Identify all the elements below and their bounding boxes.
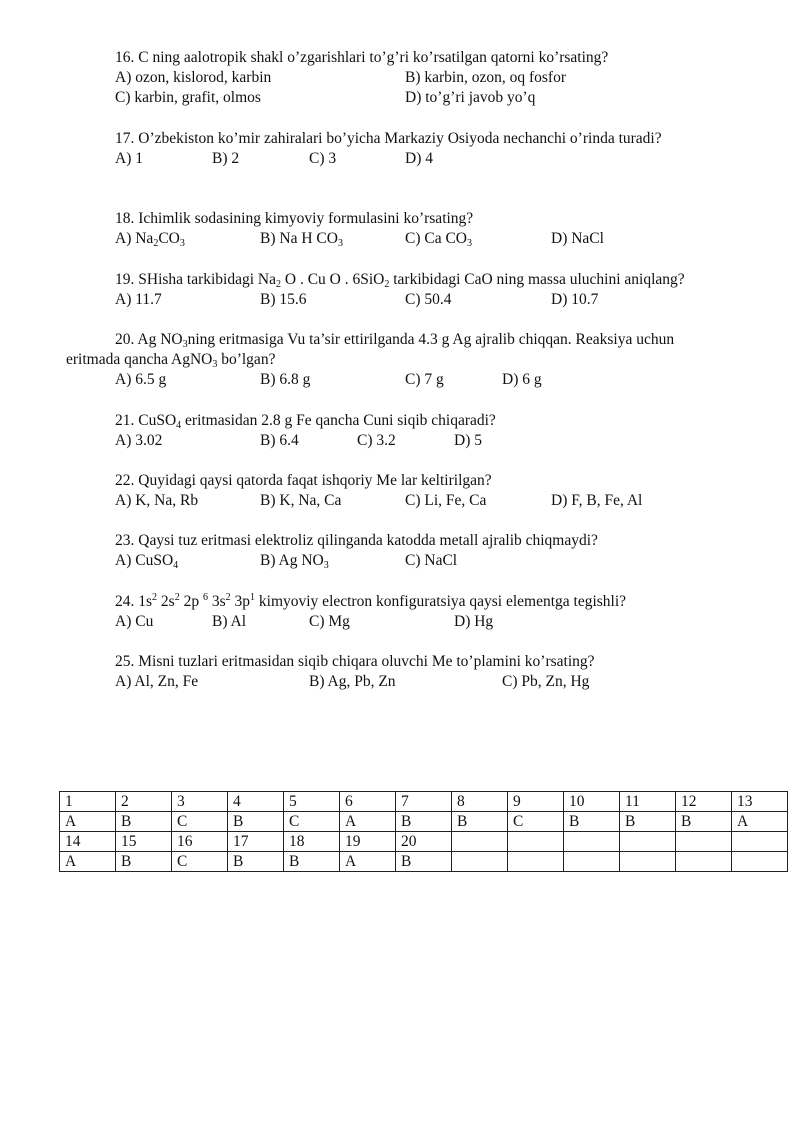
table-cell: B bbox=[396, 852, 452, 872]
q22-option-a: A) K, Na, Rb bbox=[115, 492, 199, 509]
table-cell: B bbox=[620, 812, 676, 832]
table-cell: B bbox=[116, 812, 172, 832]
table-row bbox=[60, 852, 788, 872]
q16-option-d: D) to’g’ri javob yo’q bbox=[405, 89, 536, 106]
q20-option-b: B) 6.8 g bbox=[260, 371, 311, 388]
q25-option-a: A) Al, Zn, Fe bbox=[115, 673, 199, 690]
table-cell bbox=[676, 852, 732, 872]
q20-option-d: D) 6 g bbox=[502, 371, 542, 388]
table-cell: 17 bbox=[228, 832, 284, 852]
table-cell: 10 bbox=[564, 792, 620, 812]
q22-option-c: C) Li, Fe, Ca bbox=[405, 492, 487, 509]
q23-option-c: C) NaCl bbox=[405, 552, 458, 569]
question-24: 24. $1s^2$ $2s^2$ 2p $^6$ $3s^2$ $3p^1$ kimyoviy electron konfiguratsiya qaysi elementga tegishli? bbox=[115, 592, 627, 610]
q19-option-a: A) 11.7 bbox=[115, 291, 162, 308]
table-cell bbox=[732, 852, 788, 872]
table-cell: 6 bbox=[340, 792, 396, 812]
table-cell: 3 bbox=[172, 792, 228, 812]
table-cell bbox=[620, 832, 676, 852]
q19-option-d: D) 10.7 bbox=[551, 291, 599, 308]
table-cell: 7 bbox=[396, 792, 452, 812]
table-cell: 16 bbox=[172, 832, 228, 852]
table-cell: 12 bbox=[676, 792, 732, 812]
q17-option-b: B) 2 bbox=[212, 150, 240, 167]
q24-option-c: C) Mg bbox=[309, 613, 350, 630]
table-cell: 15 bbox=[116, 832, 172, 852]
question-23: 23. Qaysi tuz eritmasi elektroliz qilinganda katodda metall ajralib chiqmaydi? bbox=[115, 532, 598, 549]
question-25: 25. Misni tuzlari eritmasidan siqib chiqara oluvchi Me to’plamini ko’rsating? bbox=[115, 653, 595, 670]
table-cell: B bbox=[676, 812, 732, 832]
table-cell: C bbox=[284, 812, 340, 832]
table-cell: 4 bbox=[228, 792, 284, 812]
table-cell: 11 bbox=[620, 792, 676, 812]
q17-option-a: A) 1 bbox=[115, 150, 143, 167]
table-cell: 9 bbox=[508, 792, 564, 812]
q21-option-c: C) 3.2 bbox=[357, 432, 396, 449]
table-cell: 5 bbox=[284, 792, 340, 812]
table-cell: B bbox=[452, 812, 508, 832]
table-cell: 14 bbox=[60, 832, 116, 852]
table-cell: 8 bbox=[452, 792, 508, 812]
question-16: 16. C ning aalotropik shakl o’zgarishlari to’g’ri ko’rsatilgan qatorni ko’rsating? bbox=[115, 49, 609, 66]
table-cell: B bbox=[564, 812, 620, 832]
table-cell: B bbox=[284, 852, 340, 872]
table-cell bbox=[732, 832, 788, 852]
table-cell: C bbox=[508, 812, 564, 832]
q19-option-b: B) 15.6 bbox=[260, 291, 307, 308]
table-cell: A bbox=[732, 812, 788, 832]
q18-option-a: A) $Na_2CO_3$ bbox=[115, 230, 185, 249]
table-cell bbox=[620, 852, 676, 872]
table-cell bbox=[564, 832, 620, 852]
table-cell: A bbox=[60, 812, 116, 832]
q18-option-c: C) Ca $CO_3$ bbox=[405, 230, 472, 249]
table-row bbox=[60, 792, 788, 812]
question-17: 17. O’zbekiston ko’mir zahiralari bo’yicha Markaziy Osiyoda nechanchi o’rinda turadi? bbox=[115, 130, 662, 147]
question-22: 22. Quyidagi qaysi qatorda faqat ishqoriy Me lar keltirilgan? bbox=[115, 472, 492, 489]
q22-option-b: B) K, Na, Ca bbox=[260, 492, 342, 509]
table-cell bbox=[676, 832, 732, 852]
q25-option-c: C) Pb, Zn, Hg bbox=[502, 673, 590, 690]
q16-option-c: C) karbin, grafit, olmos bbox=[115, 89, 261, 106]
q21-option-b: B) 6.4 bbox=[260, 432, 299, 449]
q17-option-c: C) 3 bbox=[309, 150, 337, 167]
table-cell: C bbox=[172, 812, 228, 832]
q24-option-d: D) Hg bbox=[454, 613, 494, 630]
q23-option-b: B) Ag $NO_3$ bbox=[260, 552, 329, 571]
table-cell: B bbox=[116, 852, 172, 872]
table-cell bbox=[508, 852, 564, 872]
table-cell bbox=[508, 832, 564, 852]
q23-option-a: A) CuSO$_4$ bbox=[115, 552, 179, 571]
table-cell bbox=[452, 852, 508, 872]
q22-option-d: D) F, B, Fe, Al bbox=[551, 492, 643, 509]
q19-option-c: C) 50.4 bbox=[405, 291, 452, 308]
table-cell: B bbox=[228, 852, 284, 872]
q16-option-a: A) ozon, kislorod, karbin bbox=[115, 69, 272, 86]
q18-option-b: B) Na H $CO_3$ bbox=[260, 230, 343, 249]
q24-option-a: A) Cu bbox=[115, 613, 154, 630]
question-20-continued: eritmada qancha AgNO$_3$ bo’lgan? bbox=[66, 351, 276, 370]
q21-option-a: A) 3.02 bbox=[115, 432, 163, 449]
table-cell: 1 bbox=[60, 792, 116, 812]
table-row bbox=[60, 832, 788, 852]
table-cell: A bbox=[60, 852, 116, 872]
table-cell: A bbox=[340, 812, 396, 832]
q20-option-a: A) 6.5 g bbox=[115, 371, 167, 388]
q17-option-d: D) 4 bbox=[405, 150, 433, 167]
table-cell: 13 bbox=[732, 792, 788, 812]
question-20: 20. Ag $NO_3ning$ eritmasiga Vu ta’sir ettirilganda 4.3 g Ag ajralib chiqqan. Reaksiya uchun bbox=[115, 331, 675, 350]
q18-option-d: D) NaCl bbox=[551, 230, 604, 247]
question-18: 18. Ichimlik sodasining kimyoviy formulasini ko’rsating? bbox=[115, 210, 474, 227]
q16-option-b: B) karbin, ozon, oq fosfor bbox=[405, 69, 566, 86]
table-cell: 19 bbox=[340, 832, 396, 852]
table-cell bbox=[452, 832, 508, 852]
table-cell: 18 bbox=[284, 832, 340, 852]
table-cell: 20 bbox=[396, 832, 452, 852]
question-21: 21. CuSO$_4$ eritmasidan 2.8 g Fe qancha Cuni siqib chiqaradi? bbox=[115, 412, 496, 431]
table-cell: B bbox=[228, 812, 284, 832]
table-cell bbox=[564, 852, 620, 872]
question-19: 19. SHisha tarkibidagi $Na_2$ O . Cu O . 6SiO$_2$ tarkibidagi CaO ning massa uluchini aniqlang? bbox=[115, 271, 685, 290]
table-cell: A bbox=[340, 852, 396, 872]
q25-option-b: B) Ag, Pb, Zn bbox=[309, 673, 396, 690]
answer-key-table bbox=[59, 791, 788, 872]
q21-option-d: D) 5 bbox=[454, 432, 482, 449]
q20-option-c: C) 7 g bbox=[405, 371, 444, 388]
table-row bbox=[60, 812, 788, 832]
table-cell: C bbox=[172, 852, 228, 872]
table-cell: 2 bbox=[116, 792, 172, 812]
table-cell: B bbox=[396, 812, 452, 832]
q24-option-b: B) Al bbox=[212, 613, 247, 630]
